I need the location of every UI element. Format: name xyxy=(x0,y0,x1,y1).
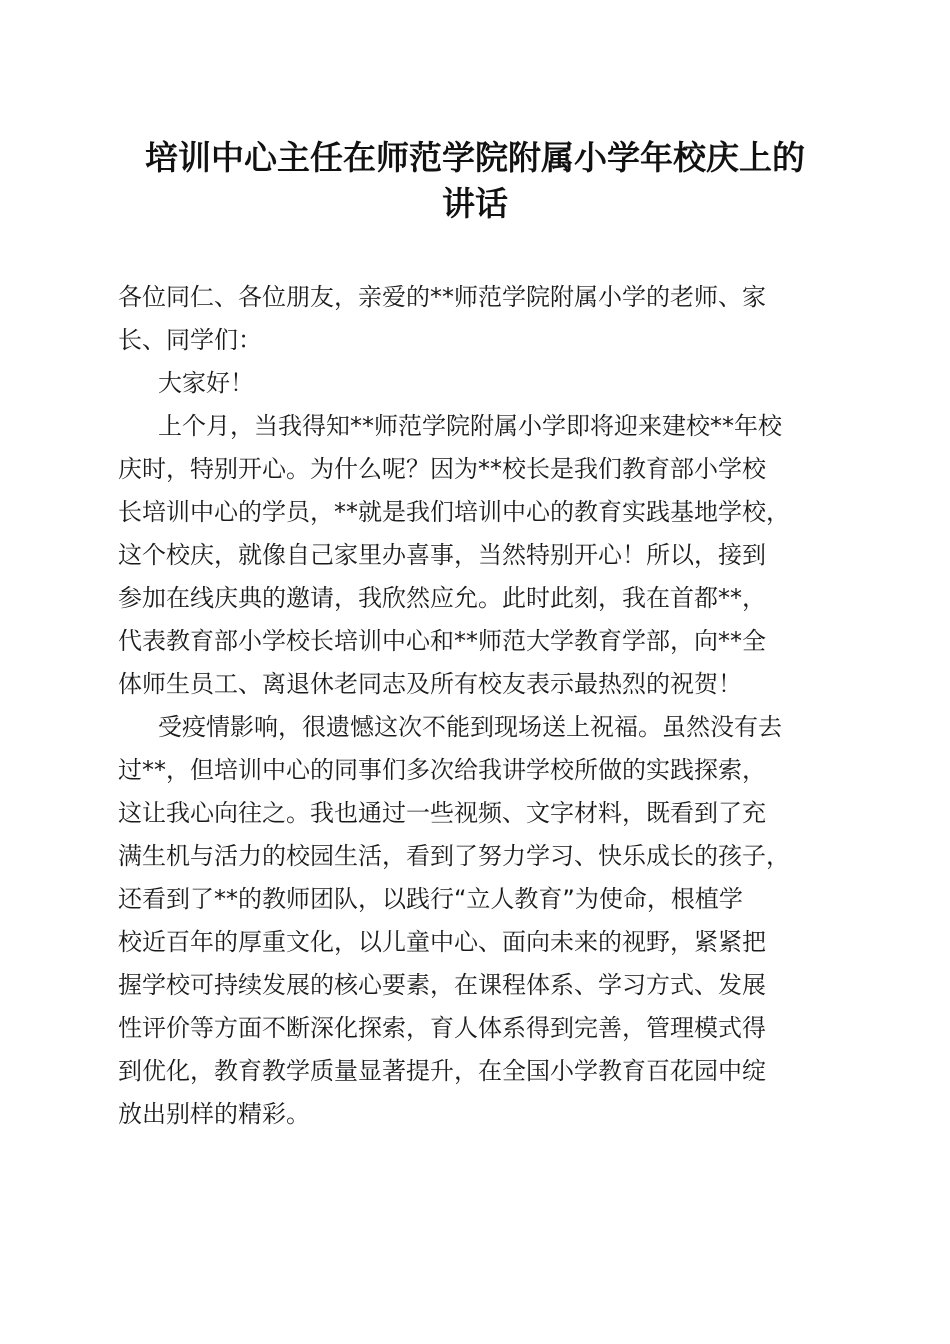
paragraph-salutation xyxy=(118,276,838,362)
text-line: 到优化，教育教学质量显著提升，在全国小学教育百花园中绽 xyxy=(118,1057,766,1085)
text-line: 过**，但培训中心的同事们多次给我讲学校所做的实践探索， xyxy=(118,756,766,784)
text-line: 体师生员工、离退休老同志及所有校友表示最热烈的祝贺！ xyxy=(118,670,742,698)
text-line: 还看到了**的教师团队，以践行“立人教育”为使命，根植学 xyxy=(118,885,743,913)
text-line: 放出别样的精彩。 xyxy=(118,1100,310,1128)
text-line: 参加在线庆典的邀请，我欣然应允。此时此刻，我在首都**， xyxy=(118,584,766,612)
title-line-1: 培训中心主任在师范学院附属小学年校庆上的 xyxy=(145,138,805,177)
title-line-2: 讲话 xyxy=(442,184,508,223)
text-line: 长、同学们： xyxy=(118,326,262,354)
text-line: 上个月，当我得知**师范学院附属小学即将迎来建校**年校 xyxy=(158,412,782,440)
text-line: 大家好！ xyxy=(158,369,254,397)
document-title xyxy=(80,135,870,227)
text-line: 庆时，特别开心。为什么呢？因为**校长是我们教育部小学校 xyxy=(118,455,766,483)
text-line: 性评价等方面不断深化探索，育人体系得到完善，管理模式得 xyxy=(118,1014,766,1042)
text-line: 长培训中心的学员，**就是我们培训中心的教育实践基地学校， xyxy=(118,498,790,526)
text-line: 这让我心向往之。我也通过一些视频、文字材料，既看到了充 xyxy=(118,799,766,827)
text-line: 满生机与活力的校园生活，看到了努力学习、快乐成长的孩子， xyxy=(118,842,790,870)
document-body xyxy=(118,276,838,1136)
text-line: 代表教育部小学校长培训中心和**师范大学教育学部，向**全 xyxy=(118,627,766,655)
text-line: 这个校庆，就像自己家里办喜事，当然特别开心！所以，接到 xyxy=(118,541,766,569)
text-line: 校近百年的厚重文化，以儿童中心、面向未来的视野，紧紧把 xyxy=(118,928,766,956)
text-line: 握学校可持续发展的核心要素，在课程体系、学习方式、发展 xyxy=(118,971,766,999)
paragraph-greeting xyxy=(118,362,838,405)
paragraph-school-achievements xyxy=(118,706,838,1136)
paragraph-congratulation xyxy=(118,405,838,706)
text-line: 各位同仁、各位朋友，亲爱的**师范学院附属小学的老师、家 xyxy=(118,283,766,311)
text-line: 受疫情影响，很遗憾这次不能到现场送上祝福。虽然没有去 xyxy=(158,713,782,741)
